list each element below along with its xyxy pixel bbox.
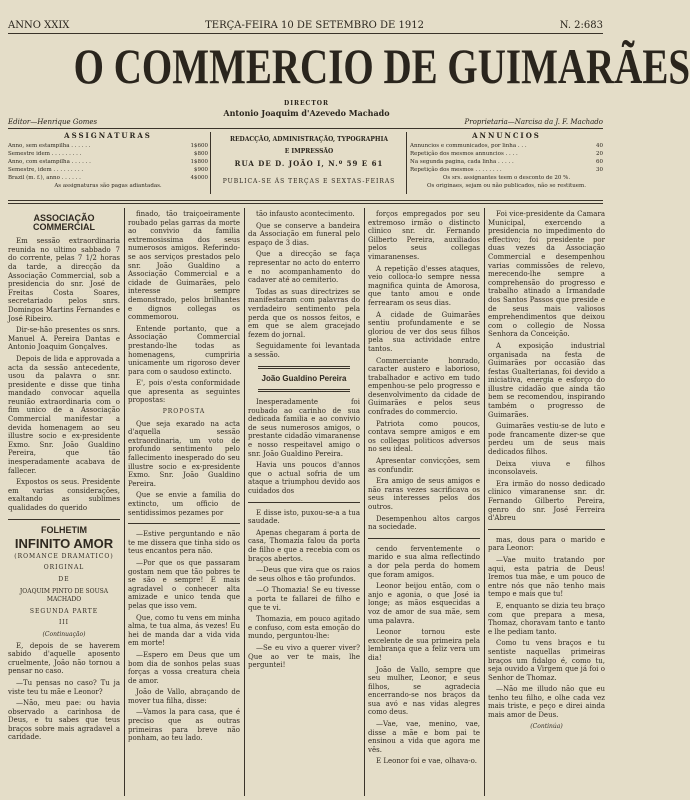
article-heading: ASSOCIAÇÃO COMMERCIAL [33, 213, 95, 232]
story-paragraph: —Vamos la para casa, que é preciso que as outras primeiras para breve não ponham, ao teu lado. [128, 708, 240, 743]
subscription-row: Anno, sem estampilha . . . . . . 1$600 [8, 143, 208, 149]
story-paragraph: E, enquanto se dizia teu braço com que prepara a mesa, Thomaz, choravam tanto e tanto e lhe pediam tanto. [488, 601, 605, 636]
paragraph: Seguidamente foi levantada a sessão. [248, 342, 360, 359]
paragraph: Expostos os seus. Presidente em varias considerações, exaltando as sublimes qualidades do querido [8, 478, 120, 512]
story-paragraph: Apenas chegaram á porta de casa, Thomazia falou da porta de filho e que a recebia com os braços abertos. [248, 528, 360, 563]
original-label: ORIGINAL [43, 564, 85, 572]
subscriptions-note: As assignaturas são pagas adiantadas. [54, 183, 162, 189]
editor-name: Editor—Henrique Gomes [8, 118, 98, 126]
story-paragraph: mas, dous para o marido e para Leonor: [488, 535, 605, 553]
author-label: DE [58, 575, 70, 583]
story-paragraph: Como tu vens braços e tu sentiste naquellas primeiras braços um fidalgo é, como tu, seja ouvido a Virgem que já foi o Senhor de Thomaz. [488, 639, 605, 682]
paragraph: A exposição industrial organisada na festa de Guimarães por occasião das festas Gualterianas, foi devido a iniciativa, energia e esforço do illustre cidadão que ainda tão bem se recomendou, inspirando também o progresso de Guimarães. [488, 341, 605, 419]
divider [488, 529, 605, 530]
ads-note-discount: Os srs. assignantes teem o desconto de 20 %. [442, 175, 571, 181]
paragraph: Commerciante honrado, caracter austero e laborioso, trabalhador e activo em tudo empenhou-se pelo progresso e desenvolvimento da cidade de Guimarães e pelos seus confrades do commercio. [368, 356, 480, 417]
paragraph: Que se envie a familia do extincto, um officio de sentidissimos pezames por [128, 491, 240, 517]
header-bottom-rule-2 [8, 203, 603, 204]
story-paragraph: —Espero em Deus que um bom dia de sonhos pelas suas forças a vossa creatura cheia de amor. [128, 650, 240, 685]
story-paragraph: Que, como tu vens em minha alma, te tua alma, ás vezes! Eu hei de manda dar a vida vida em morte! [128, 613, 240, 648]
subscription-row: Semestre idem . . . . . . . . . $800 [8, 151, 208, 157]
paragraph: Depois de lida e approvada a acta da sessão antecedente, usou da palavra o snr. presidente e disse que tinha mandado convocar aquella reunião extraordinaria com o fim unico de a Associação Commercial manifestar a devida homenagem ao seu illustre socio e ex-presidente Exmo. Snr. João Gualdino Pereira, que tão inesperadamente acabava de fallecer. [8, 354, 120, 475]
ad-row: Repetição dos mesmos . . . . . . . . 30 [410, 167, 603, 173]
paragraph: Apresentar convicções, sem as confundir. [368, 457, 480, 474]
novel-author: JOAQUIM PINTO DE SOUSA MACHADO [19, 587, 109, 604]
column-1 [8, 210, 120, 796]
editor-row [8, 118, 603, 126]
paragraph: E', pois o'esta conformidade que apresenta as seguintes propostas: [128, 379, 240, 405]
paragraph: Que se conserve a bandeira da Associação em funeral pelo espaço de 3 dias. [248, 221, 360, 247]
paragraph: Era amigo de seus amigos e não raras vezes sacrificava os seus interesses pelos dos outros. [368, 477, 480, 511]
story-paragraph: Leonor tornou este excelente de sua primeira pela lembrança que a feliz vera um dia! [368, 628, 480, 662]
header-rule [8, 128, 603, 129]
column-5 [488, 210, 605, 796]
paragraph: Era irmão do nosso dedicado clinico vimaranense snr. dr. Fernando Gilberto Pereira, genro do snr. José Ferreira d'Abreu [488, 479, 605, 523]
paragraph: Desempenhou altos cargos na sociedade. [368, 514, 480, 532]
issue-date: TERÇA-FEIRA 10 DE SETEMBRO DE 1912 [205, 19, 424, 31]
director-name: Antonio Joaquim d'Azevedo Machado [223, 108, 390, 118]
subscription-row: Anno, com estampilha . . . . . . 1$800 [8, 159, 208, 165]
double-divider [258, 366, 350, 369]
ad-row: Annuncios e communicados, por linha . . . 40 [410, 143, 603, 149]
column-4 [368, 210, 480, 796]
story-paragraph: E disse isto, puxou-se-a a tua saudade. [248, 508, 360, 526]
paragraph: Entende portanto, que a Associação Commercial prestando-lhe todas as homenagens, cumpriria unicamente um rigoroso dever para com o saudoso extincto. [128, 324, 240, 376]
year-label: ANNO XXIX [8, 19, 70, 31]
divider [368, 538, 480, 539]
paragraph: Havia uns poucos d'annos que o actual sofria de um ataque a triumphou devido aos cuidados dos [248, 461, 360, 496]
paragraph: Patriota como poucos, contava sempre amigos e em os collegas politicos adversos no seu ideal. [368, 419, 480, 454]
issue-number: N. 2:683 [559, 19, 603, 31]
director-label: DIRECTOR [283, 100, 330, 107]
column-3 [248, 210, 360, 796]
story-paragraph: E Leonor foi e vae, olhava-o. [376, 757, 477, 766]
novel-part: SEGUNDA PARTE [29, 607, 99, 615]
paragraph: Guimarães vestiu-se de luto e pode francamente dizer-se que perdeu um de seus mais dedicados filhos. [488, 422, 605, 457]
story-paragraph: —Tu pensas no caso? Tu ja viste teu tu mãe e Leonor? [8, 678, 120, 696]
folhetim-heading: FOLHETIM [41, 524, 87, 535]
novel-chapter: III [58, 619, 70, 627]
ad-row: Repetição dos mesmos annuncios . . . . 20 [410, 151, 603, 157]
paragraph: finado, tão traiçoeiramente roubado pelas garras da morte ao convivio da familia extremosissima dos seus numerosos amigos. Referindo-se aos serviços prestados pelo snr. João Gualdino a Associação Commercial e a cidade de Guimarães, pelo interesse sempre demonstrado, pelos brilhantes e dignos collegas os commemorou. [128, 210, 240, 322]
story-paragraph: —Se eu vivo a querer viver? Que ao ver te mais, lhe perguntei! [248, 643, 360, 670]
subscriptions-box [8, 132, 208, 198]
double-divider [258, 389, 350, 392]
paragraph: Em sessão extraordinaria reunida no ultimo sabbado 7 do corrente, pelas 7 1/2 horas da tarde, a direcção da Associação Commercial, sob a presidencia do snr. José de Freitas Costa Soares, secretariado pelos snrs. Domingos Martins Fernandes e José Ribeiro. [8, 237, 120, 323]
story-paragraph: —Por que os que passaram gostam nem que tão pobres te se são e sempre! E mais agradavel o conhecer alta amizade e unico tenda que pelas que isso vem. [128, 558, 240, 610]
info-divider [210, 132, 211, 194]
story-paragraph: —O Thomazia! Se eu tivesse a porta te fallarei de filho e que te vi. [248, 586, 360, 612]
ads-box [410, 132, 603, 198]
paragraph: Deixa viuva e filhos inconsolaveis. [488, 459, 605, 477]
paragraph: A repetição d'esses ataques, veio colloca-lo sempre nessa magnifica quinta de Amorosa, que tanto amou e onde ferrearam os seus dias. [368, 264, 480, 307]
column-divider [124, 208, 125, 796]
info-divider [406, 132, 407, 194]
divider [128, 523, 240, 524]
office-box [214, 132, 404, 198]
story-paragraph: João de Vallo, abraçando de mover tua filha, disse: [128, 688, 240, 705]
column-divider [484, 208, 485, 796]
paragraph: A cidade de Guimarães sentiu profundamente e se gloriou de ver dos seus filhos pela sua actividade entre tantos. [368, 310, 480, 353]
story-paragraph: —Deus que vira que os raios de seus olhos e tão profundos. [248, 566, 360, 583]
ads-heading: ANNUNCIOS [472, 131, 541, 140]
ad-row: Na segunda pagina, cada linha . . . . . 60 [410, 159, 603, 165]
paragraph: Dir-se-hão presentes os snrs. Manuel A. Pereira Dantas e Antonio Joaquim Gonçalves. [8, 326, 120, 352]
story-paragraph: cendo ferventemente o marido e sua alma reflectindo a dor pela perda do homem que foram amigos. [368, 544, 480, 579]
column-divider [364, 208, 365, 796]
story-paragraph: —Estive perguntando e não te me dissera que tinha sido os teus encantos pera não. [128, 530, 240, 556]
story-paragraph: —Não me illudo não que eu tenho teu filho, e olhe cada vez mais triste, e peço e direi ainda mais amor de Deus. [488, 685, 605, 720]
office-line1: REDACÇÃO, ADMINISTRAÇÃO, TYPOGRAPHIA [229, 136, 389, 143]
divider [248, 502, 360, 503]
paragraph: Inesperadamente foi roubado ao carinho de sua dedicada familia e ao convivio de seus numerosos amigos, o prestante cidadão vimaranense e nosso respeitavel amigo o snr. João Gualdino Pereira. [248, 398, 360, 458]
continued-footer: (Continúa) [530, 722, 563, 730]
publication-days: PUBLICA-SE ÁS TERÇAS E SEXTAS-FEIRAS [222, 178, 396, 185]
story-paragraph: —Vae, vae, menino, vae, disse a mãe e bom pai te ensinou a vida que agora me vês. [368, 720, 480, 754]
proposal-heading: PROPOSTA [162, 408, 206, 416]
story-paragraph: —Não, meu pae: ou havia observado a carinhosa de Deus, e tu sabes que teus braços sobre mais agradavel a caridade. [8, 699, 120, 742]
paragraph: Todas as suas directrizes se manifestaram com palavras do verdadeiro sentimento pela perda que os nossos feitos, e em que se alem gracejado fezem do jornal. [248, 287, 360, 339]
story-paragraph: João de Vallo, sempre que seu mulher, Leonor, e seus filhos, se agradecia encerrando-se nos braços da sua avó e nas vidas alegres como deus. [368, 665, 480, 717]
story-paragraph: Leonor beijou então, com o anjo e agonia, o que José ia longe; as mãos esquecidas a voz de amor de sua mãe, sem uma palavra. [368, 582, 480, 625]
subscriptions-heading: ASSIGNATURAS [64, 131, 152, 140]
proprietor-name: Proprietaria—Narcisa da J. F. Machado [464, 118, 603, 126]
paragraph: Foi vice-presidente da Camara Municipal, exercendo a presidencia no impedimento do effectivo; foi presidente por duas vezes da Associação Commercial e desempenhou varias commissões de relevo, merecendo-lhe sempre a comprehensão do progresso e trabalho atinado a Irmandade dos Santos Passos que preside e de seus mais valiosos emprehendimentos que deixou com o collegio de Nossa Senhora da Conceição. [488, 210, 605, 339]
column-2 [128, 210, 240, 796]
story-paragraph: E, depois de se haverem sabido d'aquelle aposento cruelmente, João não tornou a pensar no caso. [8, 641, 120, 676]
novel-title: INFINITO AMOR [14, 536, 114, 552]
story-paragraph: Thomazia, em pouco agitado e confuso, com esta emoção do mundo, perguntou-lhe: [248, 615, 360, 641]
paragraph: forços empregados por seu extremoso irmão o distincto clinico snr. dr. Fernando Gilberto Pereira, auxiliados pelos seus collegas vimaranenses. [368, 210, 480, 261]
office-address: RUA DE D. JOÃO I, N.º 59 E 61 [234, 159, 384, 168]
divider [8, 519, 120, 520]
story-paragraph: —Vae muito tratando por aqui, esta patria de Deus! Iremos tua mãe, e um pouco de entre nós que não tenho mais tempo e mais que tu! [488, 555, 605, 599]
obituary-heading: João Gualdino Pereira [261, 373, 347, 383]
subscription-row: Brazil (m. f.), anno . . . . . . 4$000 [8, 175, 208, 181]
newspaper-title: O COMMERCIO DE GUIMARÃES [73, 38, 690, 94]
paragraph: Que a direcção se faça representar no acto do enterro e no acompanhamento do cadaver até ao cemiterio. [248, 250, 360, 285]
novel-genre: (ROMANCE DRAMATICO) [14, 552, 114, 560]
column-divider [244, 208, 245, 796]
subscription-row: Semestre, idem . . . . . . . . . $900 [8, 167, 208, 173]
paragraph: tão infausto acontecimento. [256, 210, 355, 218]
continued-label: (Continuação) [42, 630, 86, 638]
ads-note-originals: Os originaes, sejam ou não publicados, não se restituem. [427, 183, 586, 189]
office-line2: E IMPRESSÃO [284, 148, 334, 155]
paragraph: Que seja exarado na acta d'aquella sessão extraordinaria, um voto de profundo sentimento pelo fallecimento inesperado do seu illustre socio e ex-presidente Exmo. Snr. João Gualdino Pereira. [128, 419, 240, 488]
header-bottom-rule [8, 200, 603, 201]
masthead-top-row [8, 18, 603, 32]
